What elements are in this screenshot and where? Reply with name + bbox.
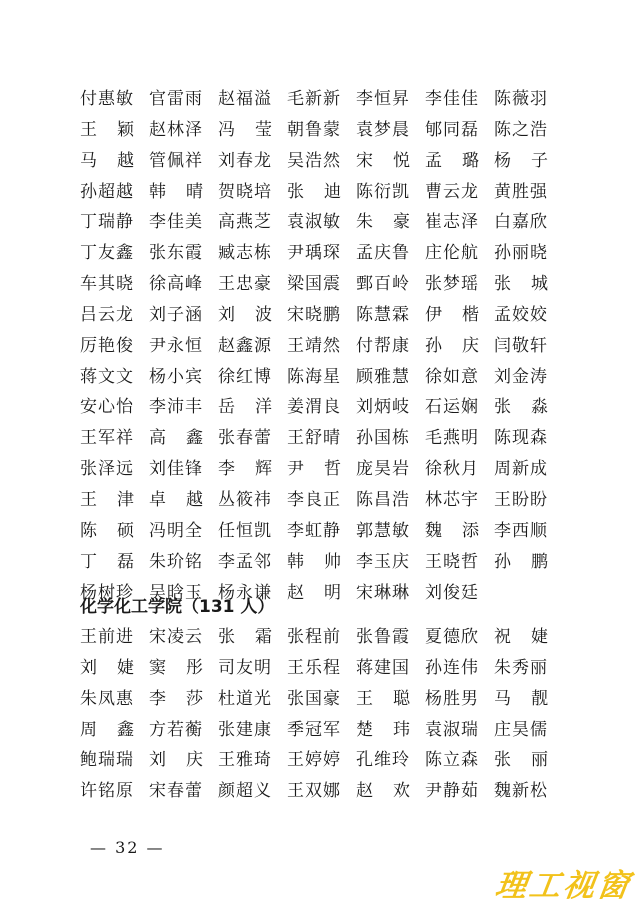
person-name: 宋晓鹏 bbox=[287, 304, 341, 325]
person-name: 韩 帅 bbox=[287, 551, 341, 572]
person-name: 姜渭良 bbox=[287, 397, 341, 418]
person-name: 冯 莹 bbox=[218, 119, 272, 140]
person-name: 付帮康 bbox=[356, 335, 410, 356]
person-name: 王雅琦 bbox=[218, 750, 272, 771]
person-name: 刘 波 bbox=[218, 304, 272, 325]
person-name: 朱凤惠 bbox=[80, 688, 134, 709]
person-name: 卓 越 bbox=[149, 489, 203, 510]
person-name: 李沛丰 bbox=[149, 397, 203, 418]
person-name: 徐红博 bbox=[218, 366, 272, 387]
person-name: 许铭原 bbox=[80, 781, 134, 802]
person-name: 闫敬轩 bbox=[494, 335, 548, 356]
person-name: 蒋文文 bbox=[80, 366, 134, 387]
person-name: 丛筱祎 bbox=[218, 489, 272, 510]
person-name: 季冠军 bbox=[287, 719, 341, 740]
person-name: 张 迪 bbox=[287, 181, 341, 202]
person-name: 王忠豪 bbox=[218, 274, 272, 295]
person-name: 赵鑫源 bbox=[218, 335, 272, 356]
person-name: 白嘉欣 bbox=[494, 212, 548, 233]
person-name: 陈慧霖 bbox=[356, 304, 410, 325]
person-name: 丁 磊 bbox=[80, 551, 134, 572]
person-name: 庞昊岩 bbox=[356, 459, 410, 480]
person-name: 孟 璐 bbox=[425, 150, 479, 171]
person-name: 刘子涵 bbox=[149, 304, 203, 325]
person-name: 贺晓培 bbox=[218, 181, 272, 202]
person-name: 王盼盼 bbox=[494, 489, 548, 510]
person-name: 鲍瑞瑞 bbox=[80, 750, 134, 771]
person-name: 宋凌云 bbox=[149, 627, 203, 647]
person-name: 石运娴 bbox=[425, 397, 479, 418]
person-name: 马 靓 bbox=[494, 688, 548, 709]
person-name: 赵林泽 bbox=[149, 119, 203, 140]
person-name: 赵 欢 bbox=[356, 781, 410, 802]
name-list-2 bbox=[80, 622, 590, 807]
person-name: 朱 豪 bbox=[356, 212, 410, 233]
person-name: 袁梦晨 bbox=[356, 119, 410, 140]
person-name: 张 淼 bbox=[494, 397, 548, 418]
person-name: 刘春龙 bbox=[218, 150, 272, 171]
person-name: 朱秀丽 bbox=[494, 657, 548, 678]
person-name: 王 颖 bbox=[80, 119, 134, 140]
person-name: 祝 婕 bbox=[494, 627, 548, 647]
person-name: 张 城 bbox=[494, 274, 548, 295]
person-name: 尹静茹 bbox=[425, 781, 479, 802]
person-name: 张 丽 bbox=[494, 750, 548, 771]
person-name: 方若蘅 bbox=[149, 719, 203, 740]
person-name: 李 辉 bbox=[218, 459, 272, 480]
person-name: 丁友鑫 bbox=[80, 243, 134, 264]
person-name: 安心怡 bbox=[80, 397, 134, 418]
person-name: 管佩祥 bbox=[149, 150, 203, 171]
person-name: 刘金涛 bbox=[494, 366, 548, 387]
person-name: 孙连伟 bbox=[425, 657, 479, 678]
person-name: 任恒凯 bbox=[218, 520, 272, 541]
person-name: 王舒晴 bbox=[287, 428, 341, 449]
person-name: 吴浩然 bbox=[287, 150, 341, 171]
person-name: 张国豪 bbox=[287, 688, 341, 709]
person-name: 李 莎 bbox=[149, 688, 203, 709]
person-name: 杜道光 bbox=[218, 688, 272, 709]
person-name: 刘炳岐 bbox=[356, 397, 410, 418]
person-name: 王晓哲 bbox=[425, 551, 479, 572]
person-name: 司友明 bbox=[218, 657, 272, 678]
person-name: 尹瑀琛 bbox=[287, 243, 341, 264]
person-name: 臧志栋 bbox=[218, 243, 272, 264]
person-name: 王 津 bbox=[80, 489, 134, 510]
person-name: 孙 鹏 bbox=[494, 551, 548, 572]
person-name: 张建康 bbox=[218, 719, 272, 740]
person-name: 魏 添 bbox=[425, 520, 479, 541]
person-name: 郭慧敏 bbox=[356, 520, 410, 541]
person-name: 王 聪 bbox=[356, 688, 410, 709]
person-name: 杨小宾 bbox=[149, 366, 203, 387]
person-name: 王乐程 bbox=[287, 657, 341, 678]
person-name: 孔维玲 bbox=[356, 750, 410, 771]
person-name: 李孟邻 bbox=[218, 551, 272, 572]
person-name: 杨永谦 bbox=[218, 582, 272, 603]
person-name: 王婷婷 bbox=[287, 750, 341, 771]
person-name: 徐如意 bbox=[425, 366, 479, 387]
person-name: 高 鑫 bbox=[149, 428, 203, 449]
person-name: 陈昌浩 bbox=[356, 489, 410, 510]
person-name: 朝鲁蒙 bbox=[287, 119, 341, 140]
section-title: 化学化工学院（131 人） bbox=[80, 597, 275, 617]
person-name: 李良正 bbox=[287, 489, 341, 510]
person-name: 厉艳俊 bbox=[80, 335, 134, 356]
person-name: 周新成 bbox=[494, 459, 548, 480]
person-name: 毛燕明 bbox=[425, 428, 479, 449]
person-name: 吕云龙 bbox=[80, 304, 134, 325]
person-name: 王军祥 bbox=[80, 428, 134, 449]
person-name: 李玉庆 bbox=[356, 551, 410, 572]
person-name: 刘俊廷 bbox=[425, 582, 479, 603]
person-name: 陈衍凯 bbox=[356, 181, 410, 202]
person-name: 颜超义 bbox=[218, 781, 272, 802]
person-name: 宋琳琳 bbox=[356, 582, 410, 603]
person-name: 李佳美 bbox=[149, 212, 203, 233]
person-name: 孟姣姣 bbox=[494, 304, 548, 325]
person-name: 陈薇羽 bbox=[494, 89, 548, 109]
person-name: 朱玠铭 bbox=[149, 551, 203, 572]
person-name: 杨胜男 bbox=[425, 688, 479, 709]
person-name: 梁国震 bbox=[287, 274, 341, 295]
person-name: 庄昊儒 bbox=[494, 719, 548, 740]
person-name: 岳 洋 bbox=[218, 397, 272, 418]
person-name: 刘佳锋 bbox=[149, 459, 203, 480]
person-name: 王靖然 bbox=[287, 335, 341, 356]
person-name: 陈现森 bbox=[494, 428, 548, 449]
person-name: 杨树珍 bbox=[80, 582, 134, 603]
person-name: 刘 婕 bbox=[80, 657, 134, 678]
person-name: 付惠敏 bbox=[80, 89, 134, 109]
person-name: 孙丽晓 bbox=[494, 243, 548, 264]
person-name: 陈立森 bbox=[425, 750, 479, 771]
person-name: 李西顺 bbox=[494, 520, 548, 541]
person-name: 袁淑敏 bbox=[287, 212, 341, 233]
person-name: 张东霞 bbox=[149, 243, 203, 264]
person-name: 伊 楷 bbox=[425, 304, 479, 325]
person-name: 陈之浩 bbox=[494, 119, 548, 140]
person-name: 马 越 bbox=[80, 150, 134, 171]
person-name: 郇同磊 bbox=[425, 119, 479, 140]
person-name: 张鲁霞 bbox=[356, 627, 410, 647]
person-name: 袁淑瑞 bbox=[425, 719, 479, 740]
person-name: 孙 庆 bbox=[425, 335, 479, 356]
person-name: 韩 晴 bbox=[149, 181, 203, 202]
person-name: 王前进 bbox=[80, 627, 134, 647]
person-name: 周 鑫 bbox=[80, 719, 134, 740]
person-name: 陈 硕 bbox=[80, 520, 134, 541]
page-number: — 32 — bbox=[90, 838, 165, 857]
person-name: 林芯宇 bbox=[425, 489, 479, 510]
person-name: 魏新松 bbox=[494, 781, 548, 802]
person-name: 赵 明 bbox=[287, 582, 341, 603]
person-name: 高燕芝 bbox=[218, 212, 272, 233]
person-name: 夏德欣 bbox=[425, 627, 479, 647]
person-name: 杨 子 bbox=[494, 150, 548, 171]
person-name: 尹 哲 bbox=[287, 459, 341, 480]
person-name: 曹云龙 bbox=[425, 181, 479, 202]
person-name: 孙超越 bbox=[80, 181, 134, 202]
person-name: 张春蕾 bbox=[218, 428, 272, 449]
person-name: 宋春蕾 bbox=[149, 781, 203, 802]
person-name: 尹永恒 bbox=[149, 335, 203, 356]
person-name: 李虹静 bbox=[287, 520, 341, 541]
person-name: 顾雅慧 bbox=[356, 366, 410, 387]
person-name: 徐高峰 bbox=[149, 274, 203, 295]
person-name: 徐秋月 bbox=[425, 459, 479, 480]
person-name: 张泽远 bbox=[80, 459, 134, 480]
person-name: 崔志泽 bbox=[425, 212, 479, 233]
person-name: 鄄百岭 bbox=[356, 274, 410, 295]
person-name: 张 霜 bbox=[218, 627, 272, 647]
person-name: 孟庆鲁 bbox=[356, 243, 410, 264]
person-name: 吴晗玉 bbox=[149, 582, 203, 603]
person-name: 孙国栋 bbox=[356, 428, 410, 449]
person-name: 李恒昇 bbox=[356, 89, 410, 109]
person-name: 张程前 bbox=[287, 627, 341, 647]
person-name: 窦 彤 bbox=[149, 657, 203, 678]
person-name: 丁瑞静 bbox=[80, 212, 134, 233]
person-name: 陈海星 bbox=[287, 366, 341, 387]
person-name: 宋 悦 bbox=[356, 150, 410, 171]
person-name: 官雷雨 bbox=[149, 89, 203, 109]
person-name: 楚 玮 bbox=[356, 719, 410, 740]
person-name: 车其晓 bbox=[80, 274, 134, 295]
person-name: 李佳佳 bbox=[425, 89, 479, 109]
person-name: 王双娜 bbox=[287, 781, 341, 802]
person-name: 庄伦航 bbox=[425, 243, 479, 264]
person-name: 赵福溢 bbox=[218, 89, 272, 109]
watermark-logo: 理工视窗 bbox=[492, 868, 635, 904]
person-name: 毛新新 bbox=[287, 89, 341, 109]
person-name: 冯明全 bbox=[149, 520, 203, 541]
person-name: 张梦瑶 bbox=[425, 274, 479, 295]
name-list-1 bbox=[80, 84, 590, 608]
person-name: 蒋建国 bbox=[356, 657, 410, 678]
person-name: 黄胜强 bbox=[494, 181, 548, 202]
person-name: 刘 庆 bbox=[149, 750, 203, 771]
